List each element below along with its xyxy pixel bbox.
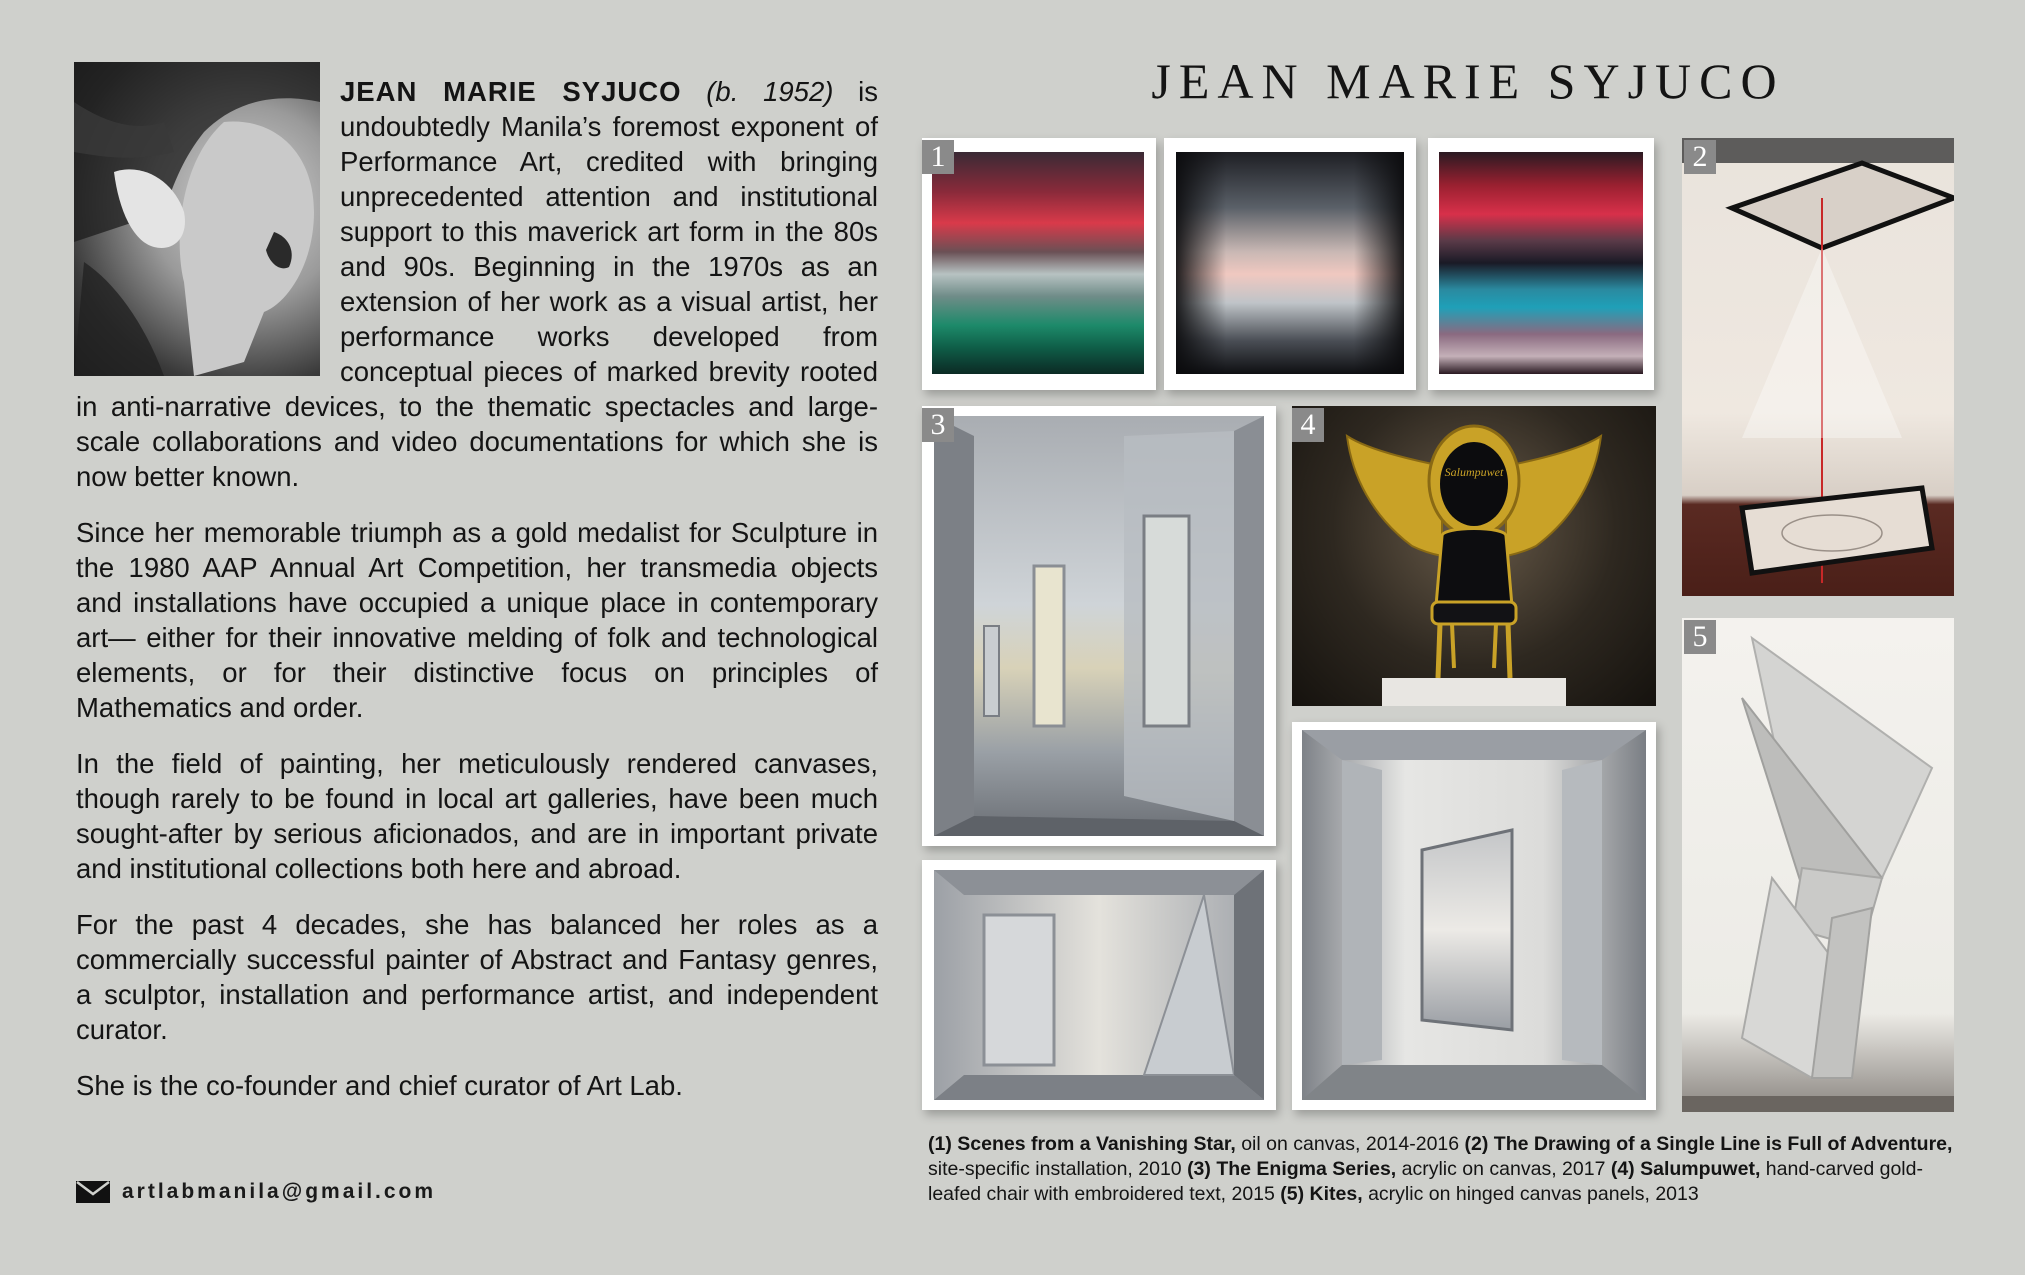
bio-paragraph-2: Since her memorable triumph as a gold medalist for Sculpture in the 1980 AAP Annual Art Competition, her transmedia objects and installations have occupied a unique place in contemporary art— either for their innovative melding of folk and technological elements, or for their distinctive focus on principles of Mathematics and order. xyxy=(76,517,878,723)
vanishing-star-painting-3 xyxy=(1439,152,1643,374)
artwork-number-2: 2 xyxy=(1684,140,1716,174)
gold-winged-chair xyxy=(1292,406,1656,706)
bio-paragraph-1 xyxy=(76,74,878,494)
bio-paragraph-3: In the field of painting, her meticulously rendered canvases, though rarely to be found in local art galleries, have been much sought-after by serious aficionados, and are in important private and institutional collections both here and abroad. xyxy=(76,748,878,884)
bio-paragraph-4: For the past 4 decades, she has balanced her roles as a commercially successful painter of Abstract and Fantasy genres, a sculptor, installation and performance artist, and independent curator. xyxy=(76,909,878,1045)
envelope-icon xyxy=(76,1181,110,1203)
artwork-4-photo xyxy=(1292,406,1656,706)
caption-1: (1) Scenes from a Vanishing Star, oil on canvas, 2014-2016 xyxy=(928,1133,1465,1155)
artwork-number-1: 1 xyxy=(922,140,954,174)
artist-name: JEAN MARIE SYJUCO xyxy=(340,76,682,107)
artwork-3c-panel xyxy=(1292,722,1656,1110)
chair-embroidered-text: Salumpuwet xyxy=(1444,465,1504,479)
bio-paragraph-5: She is the co-founder and chief curator of Art Lab. xyxy=(76,1070,683,1101)
artwork-1b-panel xyxy=(1164,138,1416,390)
birth-year: (b. 1952) xyxy=(706,76,834,107)
caption-4: (4) Salumpuwet, hand-carved gold-leafed chair with embroidered text, 2015 xyxy=(928,1158,1923,1205)
enigma-painting-3 xyxy=(1302,730,1646,1100)
single-line-installation-drawing xyxy=(1682,138,1954,596)
artwork-1a-panel xyxy=(922,138,1156,390)
email-address[interactable]: artlabmanila@gmail.com xyxy=(122,1180,437,1203)
artwork-2-installation xyxy=(1682,138,1954,596)
enigma-painting-1 xyxy=(934,416,1264,836)
artwork-3b-panel xyxy=(922,860,1276,1110)
artwork-number-5: 5 xyxy=(1684,620,1716,654)
vanishing-star-painting-1 xyxy=(932,152,1144,374)
artwork-1c-panel xyxy=(1428,138,1654,390)
artwork-5-photo xyxy=(1682,618,1954,1112)
bio-paragraph-1-text: is undoubtedly Manila’s foremost exponent of Performance Art, credited with bringing unprecedented attention and institutional support to this maverick art form in the 80s and 90s. Beginning in the 1970s as an extension of her work as a visual artist, her performance works developed from conceptual pieces of marked brevity rooted in anti-narrative devices, to the thematic spectacles and large-scale collaborations and video documentations for which she is now better known. xyxy=(76,76,878,492)
artwork-3a-panel xyxy=(922,406,1276,846)
artwork-captions xyxy=(928,1132,1958,1207)
caption-5: (5) Kites, acrylic on hinged canvas panels, 2013 xyxy=(1280,1183,1699,1205)
artwork-number-4: 4 xyxy=(1292,408,1324,442)
artwork-number-3: 3 xyxy=(922,408,954,442)
artist-bio xyxy=(76,74,878,1124)
vanishing-star-painting-2 xyxy=(1176,152,1404,374)
page-heading: JEAN MARIE SYJUCO xyxy=(1151,53,1785,109)
caption-3: (3) The Enigma Series, acrylic on canvas, 2017 xyxy=(1187,1158,1611,1180)
kites-sculpture xyxy=(1682,618,1954,1112)
caption-2: (2) The Drawing of a Single Line is Full of Adventure, site-specific installation, 2010 xyxy=(928,1133,1953,1180)
contact-email[interactable] xyxy=(76,1180,436,1204)
enigma-painting-2 xyxy=(934,870,1264,1100)
